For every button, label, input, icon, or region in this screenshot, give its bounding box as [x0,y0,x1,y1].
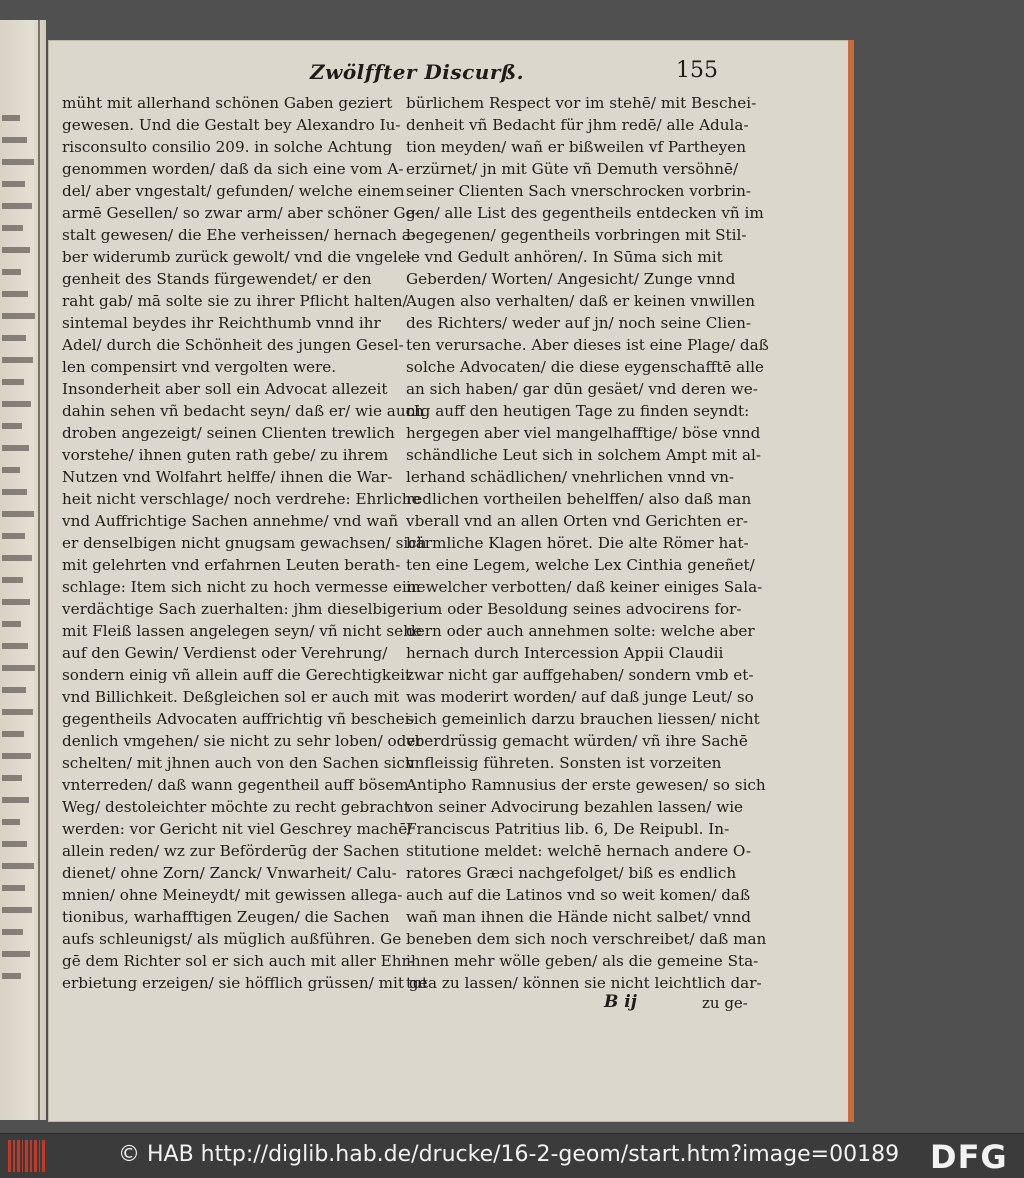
bleed-through-mark [2,291,28,297]
text-line: genheit des Stands fürgewendet/ er den [62,270,372,288]
text-line: redlichen vortheilen behelffen/ also daß man [406,490,752,508]
bleed-through-mark [2,423,22,429]
page-number: 155 [676,58,718,83]
text-line: schelten/ mit jhnen auch von den Sachen sich [62,754,415,772]
text-line: stitutione meldet: welchē hernach andere O- [406,842,752,860]
text-line: denlich vmgehen/ sie nicht zu sehr loben/ oder [62,732,423,750]
text-line: vnd Auffrichtige Sachen annehme/ vnd wañ [62,512,399,530]
text-line: denheit vñ Bedacht für jhm redē/ alle Adula- [406,116,749,134]
source-link[interactable]: © HAB http://diglib.hab.de/drucke/16-2-geom/start.htm?image=00189 [118,1142,900,1167]
bleed-through-mark [2,379,24,385]
text-line: genommen worden/ daß da sich eine vom A- [62,160,404,178]
text-line: an sich haben/ gar dūn gesäet/ vnd deren we- [406,380,758,398]
bleed-through-mark [2,863,34,869]
bleed-through-mark [2,401,31,407]
text-line: gen/ alle List des gegentheils entdecken vñ im [406,204,764,222]
bleed-through-mark [2,467,20,473]
bleed-through-mark [2,137,27,143]
text-line: Geberden/ Worten/ Angesicht/ Zunge vnnd [406,270,736,288]
text-line: dahin sehen vñ bedacht seyn/ daß er/ wie auch [62,402,424,420]
text-line: dienet/ ohne Zorn/ Zanck/ Vnwarheit/ Calu- [62,864,397,882]
text-line: mit gelehrten vnd erfahrnen Leuten berath- [62,556,401,574]
text-line: Augen also verhalten/ daß er keinen vnwillen [406,292,756,310]
bleed-through-mark [2,269,21,275]
text-line: gegentheils Advocaten auffrichtig vñ beschei- [62,710,415,728]
text-line: auf den Gewin/ Verdienst oder Verehrung/ [62,644,388,662]
text-line: hernach durch Intercession Appii Claudii [406,644,724,662]
text-line: rium oder Besoldung seines advocirens for- [406,600,742,618]
text-line: vberall vnd an allen Orten vnd Gerichten er- [406,512,749,530]
text-line: erzürnet/ jn mit Güte vñ Demuth versöhnē/ [406,160,739,178]
bleed-through-mark [2,225,23,231]
text-line: begegenen/ gegentheils vorbringen mit Stil- [406,226,747,244]
text-line: ratores Græci nachgefolget/ biß es endlich [406,864,737,882]
text-line: von seiner Advocirung bezahlen lassen/ wie [406,798,744,816]
bleed-through-mark [2,929,23,935]
text-line: droben angezeigt/ seinen Clienten trewlich [62,424,395,442]
text-line: Insonderheit aber soll ein Advocat allezeit [62,380,388,398]
text-line: mit Fleiß lassen angelegen seyn/ vñ nicht sehe [62,622,422,640]
bleed-through-mark [2,577,23,583]
bleed-through-mark [2,973,21,979]
text-line: raht gab/ mā solte sie zu ihrer Pflicht halten/ [62,292,408,310]
text-line: vorstehe/ ihnen guten rath gebe/ zu ihrem [62,446,389,464]
text-line: schlage: Item sich nicht zu hoch vermesse eine [62,578,426,596]
footer-bar [0,1133,1024,1178]
bleed-through-mark [2,555,32,561]
bleed-through-mark [2,841,27,847]
text-line: le vnd Gedult anhören/. In Sūma sich mit [406,248,723,266]
text-line: hergegen aber viel mangelhafftige/ böse vnnd [406,424,761,442]
text-line: in welcher verbotten/ daß keiner einiges Sala- [406,578,763,596]
text-line: ten eine Legem, welche Lex Cinthia geneñet/ [406,556,755,574]
text-line: gē dem Richter sol er sich auch mit aller Ehr- [62,952,414,970]
text-line: was moderirt worden/ auf daß junge Leut/ so [406,688,754,706]
text-line: stalt gewesen/ die Ehe verheissen/ hernach a- [62,226,416,244]
left-text-column [62,92,428,994]
bleed-through-mark [2,357,33,363]
text-line: vnd Billichkeit. Deßgleichen sol er auch mit [62,688,400,706]
bleed-through-mark [2,797,29,803]
bleed-through-mark [2,775,22,781]
text-line: del/ aber vngestalt/ gefunden/ welche einem [62,182,405,200]
text-line: ihnen mehr wölle geben/ als die gemeine Sta- [406,952,759,970]
bleed-through-mark [2,533,25,539]
text-line: beneben dem sich noch verschreibet/ daß man [406,930,767,948]
text-line: Antipho Ramnusius der erste gewesen/ so sich [406,776,766,794]
text-line: bärmliche Klagen höret. Die alte Römer hat- [406,534,749,552]
bleed-through-mark [2,599,30,605]
text-line: sintemal beydes ihr Reichthumb vnnd ihr [62,314,381,332]
bleed-through-mark [2,247,30,253]
text-line: tuta zu lassen/ können sie nicht leichtlich dar- [406,974,762,992]
page-gutter-line [38,20,40,1120]
bleed-through-mark [2,709,33,715]
text-line: dern oder auch annehmen solte: welche aber [406,622,755,640]
bleed-through-mark [2,731,24,737]
text-line: mnien/ ohne Meineydt/ mit gewissen allega- [62,886,403,904]
text-line: vberdrüssig gemacht würden/ vñ ihre Sachē [406,732,748,750]
running-header: Zwölffter Discurß. [310,60,525,84]
bleed-through-mark [2,643,28,649]
text-line: tionibus, warhafftigen Zeugen/ die Sachen [62,908,390,926]
bleed-through-mark [2,489,27,495]
bleed-through-mark [2,951,30,957]
text-line: allein reden/ wz zur Beförderūg der Sachen [62,842,400,860]
signature-mark: B ij [604,992,637,1012]
text-line: vnfleissig führeten. Sonsten ist vorzeiten [406,754,722,772]
bleed-through-mark [2,115,20,121]
text-line: des Richters/ weder auf jn/ noch seine Clien- [406,314,752,332]
text-line: seiner Clienten Sach vnerschrocken vorbrin- [406,182,752,200]
text-line: zwar nicht gar auffgehaben/ sondern vmb et- [406,666,754,684]
text-line: Adel/ durch die Schönheit des jungen Gesel- [62,336,404,354]
text-line: armē Gesellen/ so zwar arm/ aber schöner Ge- [62,204,420,222]
bleed-through-mark [2,907,32,913]
text-line: risconsulto consilio 209. in solche Achtung [62,138,393,156]
hab-logo-icon [8,1140,48,1172]
text-line: vnterreden/ daß wann gegentheil auff bösem [62,776,409,794]
dfg-logo: DFG [930,1138,1008,1176]
text-line: gewesen. Und die Gestalt bey Alexandro Iu- [62,116,401,134]
text-line: nig auff den heutigen Tage zu finden seyndt: [406,402,750,420]
bleed-through-mark [2,885,25,891]
bleed-through-mark [2,687,26,693]
text-line: Franciscus Patritius lib. 6, De Reipubl. In- [406,820,730,838]
bleed-through-mark [2,511,34,517]
bleed-through-mark [2,753,31,759]
text-line: ber widerumb zurück gewolt/ vnd die vngele- [62,248,412,266]
bleed-through-mark [2,181,25,187]
text-line: sondern einig vñ allein auff die Gerechtigkeit [62,666,412,684]
text-line: verdächtige Sach zuerhalten: jhm dieselbige [62,600,406,618]
text-line: erbietung erzeigen/ sie höfflich grüssen/ mit ge [62,974,428,992]
text-line: len compensirt vnd vergolten were. [62,358,337,376]
bleed-through-mark [2,621,21,627]
catchword: zu ge- [702,994,748,1012]
bleed-through-mark [2,335,26,341]
text-line: Weg/ destoleichter möchte zu recht gebracht [62,798,410,816]
bleed-through-mark [2,159,34,165]
text-line: ten verursache. Aber dieses ist eine Plage/ daß [406,336,769,354]
bleed-through-mark [2,445,29,451]
bleed-through-mark [2,313,35,319]
text-line: aufs schleunigst/ als müglich außführen. Ge [62,930,402,948]
previous-page-edge [0,20,46,1120]
text-line: lerhand schädlichen/ vnehrlichen vnnd vn- [406,468,735,486]
text-line: bürlichem Respect vor im stehē/ mit Beschei- [406,94,757,112]
bleed-through-mark [2,665,35,671]
bleed-through-mark [2,203,32,209]
text-line: schändliche Leut sich in solchem Ampt mit al- [406,446,762,464]
text-line: tion meyden/ wañ er bißweilen vf Partheyen [406,138,746,156]
right-text-column [406,92,769,994]
text-line: wañ man ihnen die Hände nicht salbet/ vnnd [406,908,751,926]
text-line: solche Advocaten/ die diese eygenschafftē alle [406,358,764,376]
text-line: Nutzen vnd Wolfahrt helffe/ ihnen die War- [62,468,393,486]
text-line: auch auf die Latinos vnd so weit komen/ daß [406,886,751,904]
text-line: er denselbigen nicht gnugsam gewachsen/ sich [62,534,427,552]
text-line: sich gemeinlich darzu brauchen liessen/ nicht [406,710,760,728]
text-line: heit nicht verschlage/ noch verdrehe: Ehrliche [62,490,421,508]
text-line: müht mit allerhand schönen Gaben geziert [62,94,393,112]
bleed-through-mark [2,819,20,825]
text-line: werden: vor Gericht nit viel Geschrey machē/ [62,820,413,838]
page-edge-strip [848,40,854,1122]
